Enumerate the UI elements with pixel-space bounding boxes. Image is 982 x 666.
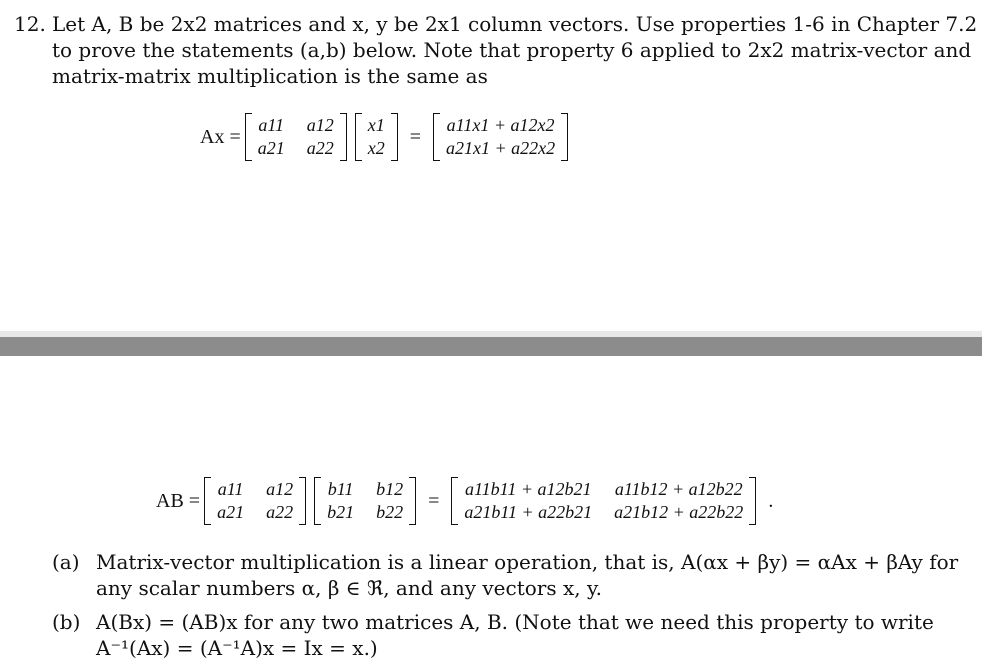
result-entry: a11x1 + a12x2: [446, 115, 555, 135]
part-b-text-1: A(Bx) = (AB)x for any two matrices A, B. (Note that we need this property to write: [96, 610, 934, 634]
intro-text-3: matrix-matrix multiplication is the same as: [52, 64, 488, 88]
a-entry: a21: [257, 138, 285, 158]
a-entry: a12: [306, 115, 334, 135]
result-entry: a21b12 + a22b22: [614, 502, 744, 522]
intro-text-1: Let A, B be 2x2 matrices and x, y be 2x1 column vectors. Use properties 1-6 in Chapter 7.2: [52, 12, 978, 36]
part-b-text-2: A⁻¹(Ax) = (A⁻¹A)x = Ix = x.): [96, 636, 378, 660]
eq1-lhs: Ax =: [200, 125, 241, 148]
a-entry: a22: [306, 138, 334, 158]
intro-text-2: to prove the statements (a,b) below. Note that property 6 applied to 2x2 matrix-vector and: [52, 38, 972, 62]
b-entry: b21: [327, 502, 355, 522]
equation-matrix-matrix: [156, 474, 773, 528]
separator-bar: [0, 337, 982, 356]
a-entry: a11: [258, 115, 285, 135]
eq1-equals: =: [409, 125, 422, 148]
eq2-lhs: AB =: [156, 489, 201, 512]
x-entry: x2: [367, 138, 385, 158]
a-entry: a22: [266, 502, 294, 522]
result-entry: a11b12 + a12b22: [614, 479, 743, 499]
result-entry: a11b11 + a12b21: [465, 479, 592, 499]
part-a-text-1: Matrix-vector multiplication is a linear operation, that is, A(αx + βy) = αAx + βAy for: [96, 550, 959, 574]
matrix-b: [314, 477, 416, 525]
result-vector: [433, 113, 568, 161]
b-entry: b11: [327, 479, 354, 499]
eq2-equals: =: [428, 489, 440, 512]
eq2-period: .: [768, 489, 774, 512]
matrix-a: [245, 113, 347, 161]
x-entry: x1: [367, 115, 385, 135]
part-b-label: (b): [52, 610, 81, 634]
a-entry: a21: [217, 502, 245, 522]
a-entry: a12: [266, 479, 294, 499]
matrix-a: [204, 477, 306, 525]
vector-x: [355, 113, 398, 161]
result-matrix: [451, 477, 756, 525]
result-entry: a21x1 + a22x2: [446, 138, 556, 158]
equation-matrix-vector: [200, 112, 572, 162]
part-a-label: (a): [52, 550, 80, 574]
part-a-text-2: any scalar numbers α, β ∈ ℜ, and any vectors x, y.: [96, 576, 602, 600]
b-entry: b12: [376, 479, 404, 499]
a-entry: a11: [217, 479, 244, 499]
problem-number: 12.: [14, 12, 46, 36]
b-entry: b22: [376, 502, 404, 522]
result-entry: a21b11 + a22b21: [464, 502, 593, 522]
